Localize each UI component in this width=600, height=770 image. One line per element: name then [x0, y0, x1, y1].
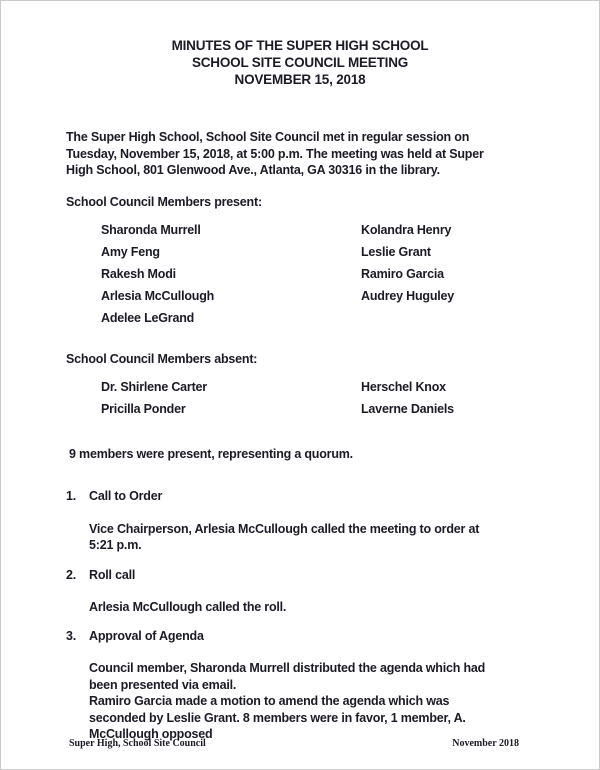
body-line: been presented via email. [89, 677, 237, 692]
agenda-item-number: 3. [66, 628, 77, 643]
member-name: Sharonda Murrell [101, 222, 201, 237]
agenda-item-heading [66, 628, 529, 645]
body-line: Vice Chairperson, Arlesia McCullough called the meeting to order at [89, 521, 480, 536]
member-row [66, 241, 529, 263]
page-footer [69, 738, 519, 749]
body-line: Arlesia McCullough called the roll. [89, 600, 287, 614]
present-heading: School Council Members present: [66, 194, 262, 209]
agenda-item-heading [66, 567, 529, 584]
agenda-item-body [66, 599, 529, 616]
document-title [1, 37, 599, 88]
member-name: Pricilla Ponder [101, 402, 186, 417]
present-member-list [66, 219, 529, 329]
member-row [66, 399, 529, 421]
agenda-item-title: Roll call [89, 567, 136, 582]
body-line: Council member, Sharonda Murrell distributed the agenda which had [89, 661, 486, 675]
body-line: seconded by Leslie Grant. 8 members were in favor, 1 member, A. [89, 710, 466, 725]
agenda-item-number: 2. [66, 567, 77, 582]
member-name: Amy Feng [101, 244, 160, 259]
member-name: Kolandra Henry [361, 222, 452, 237]
member-name: Laverne Daniels [361, 402, 454, 417]
member-name: Herschel Knox [361, 380, 446, 395]
agenda-item-title: Approval of Agenda [89, 628, 204, 643]
member-name: Adelee LeGrand [101, 310, 195, 325]
footer-left-text: Super High, School Site Council [69, 738, 206, 749]
agenda-item-call-to-order [66, 488, 529, 554]
intro-line: The Super High School, School Site Council met in regular session on [66, 130, 470, 144]
member-row [66, 377, 529, 399]
agenda-item-body [66, 660, 529, 743]
member-row [66, 219, 529, 241]
body-line: McCullough opposed [89, 727, 213, 741]
member-name: Arlesia McCullough [101, 288, 215, 303]
body-line: Ramiro Garcia made a motion to amend the agenda which was [89, 694, 450, 708]
member-row [66, 263, 529, 285]
intro-line: Tuesday, November 15, 2018, at 5:00 p.m. The meeting was held at Super [66, 146, 484, 161]
member-row [66, 307, 529, 329]
intro-line: High School, 801 Glenwood Ave., Atlanta, GA 30316 in the library. [66, 163, 440, 177]
title-line: NOVEMBER 15, 2018 [234, 72, 366, 87]
title-line: MINUTES OF THE SUPER HIGH SCHOOL [171, 38, 429, 53]
footer-right-text: November 2018 [452, 738, 519, 749]
absent-heading: School Council Members absent: [66, 352, 258, 366]
member-name: Leslie Grant [361, 244, 431, 259]
intro-paragraph [66, 129, 529, 179]
member-row [66, 285, 529, 307]
agenda-item-body [66, 521, 529, 554]
agenda-item-roll-call [66, 567, 529, 616]
body-line: 5:21 p.m. [89, 538, 142, 552]
member-name: Dr. Shirlene Carter [101, 380, 207, 395]
member-name: Ramiro Garcia [361, 266, 444, 281]
absent-member-list [66, 377, 529, 421]
agenda-item-heading [66, 488, 529, 505]
agenda-item-approval-of-agenda [66, 628, 529, 743]
member-name: Audrey Huguley [361, 288, 455, 303]
member-name: Rakesh Modi [101, 266, 176, 281]
agenda-item-title: Call to Order [89, 489, 163, 503]
title-line: SCHOOL SITE COUNCIL MEETING [191, 55, 409, 70]
document-body [66, 129, 529, 743]
agenda-item-number: 1. [66, 489, 77, 503]
quorum-statement: 9 members were present, representing a quorum. [69, 446, 353, 461]
